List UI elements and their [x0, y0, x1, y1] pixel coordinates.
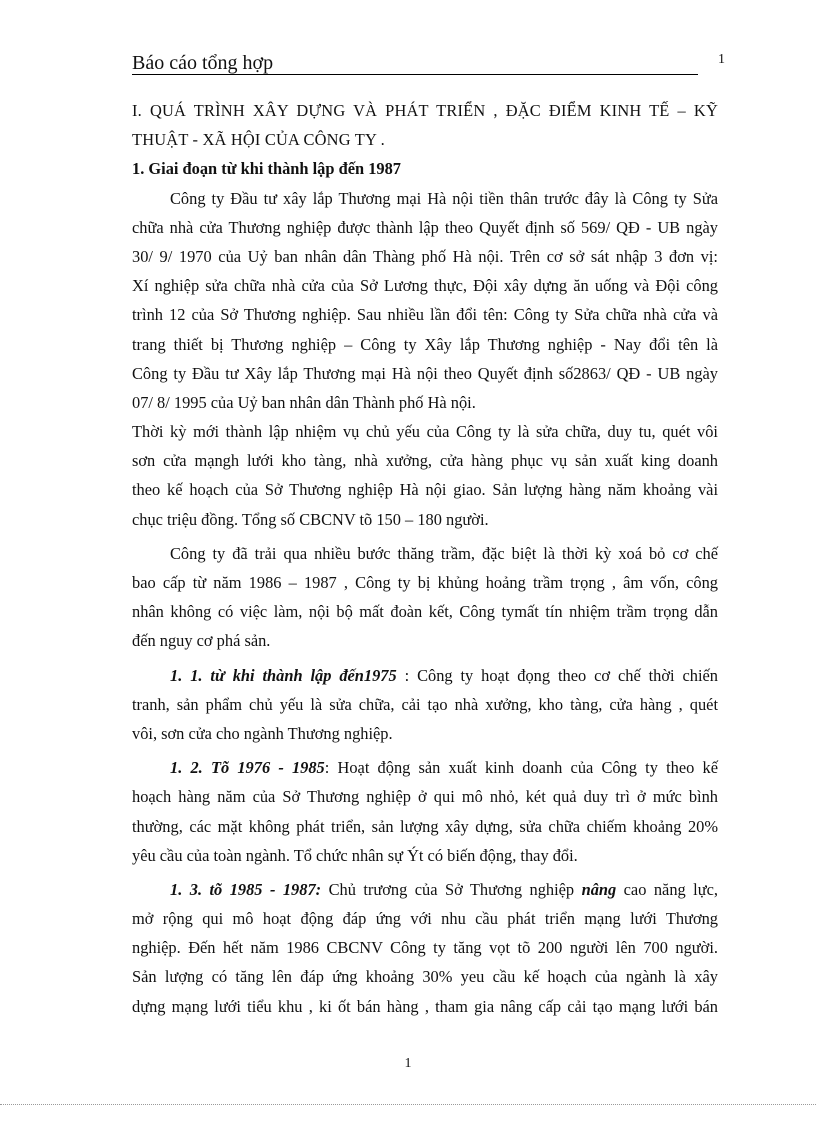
- subsection-lead: : Công ty hoạt đọng theo cơ chế thời chiến: [396, 665, 718, 685]
- text-line: nghiệp. Đến hết năm 1986 CBCNV Công ty tăng vọt tõ 200 người lên 700 người.: [132, 938, 718, 958]
- text-line: trang thiết bị Thương nghiệp – Công ty Xây lắp Thương nghiệp - Nay đổi tên là: [132, 334, 718, 354]
- subsection-label: 1. 3. tõ 1985 - 1987:: [170, 879, 322, 899]
- text-line: Công ty Đầu tư xây lắp Thương mại Hà nội tiền thân trước đây là Công ty Sửa: [170, 188, 718, 208]
- header-page-number: 1: [718, 52, 725, 67]
- text-line: tranh, sản phẩm chủ yếu là sửa chữa, cải tạo nhà xưởng, kho tàng, cửa hàng , quét: [132, 694, 718, 714]
- text-line: Công ty Đầu tư Xây lắp Thương mại Hà nội theo Quyết định số2863/ QĐ - UB ngày: [132, 363, 718, 383]
- subsection-1-3: [132, 875, 718, 1021]
- text-line: chục triệu đồng. Tổng số CBCNV tõ 150 – 180 người.: [132, 509, 489, 529]
- page-bottom-divider: [0, 1104, 816, 1105]
- subsection-1-2: [132, 753, 718, 870]
- text-line: hoạch hàng năm của Sở Thương nghiệp ở qui mô nhỏ, két quả duy trì ở mức bình: [132, 787, 718, 807]
- page-header: [132, 52, 698, 75]
- text-line: Công ty đã trải qua nhiều bước thăng trầm, đặc biệt là thời kỳ xoá bỏ cơ chế: [170, 543, 718, 563]
- paragraph: [132, 539, 718, 656]
- section-title: 1. Giai đoạn từ khi thành lập đến 1987: [132, 159, 401, 179]
- heading-line: THUẬT - XÃ HỘI CỦA CÔNG TY .: [132, 130, 385, 150]
- text-line: Thời kỳ mới thành lập nhiệm vụ chủ yếu của Công ty là sửa chữa, duy tu, quét vôi: [132, 422, 718, 442]
- subsection-1-1: [132, 661, 718, 749]
- subsection-label: 1. 1. từ khi thành lập đến1975: [170, 665, 397, 685]
- document-body: [132, 96, 718, 1021]
- paragraph: [132, 184, 718, 418]
- text-line: [132, 753, 718, 782]
- footer-page-number: 1: [404, 1056, 412, 1071]
- heading-line: I. QUÁ TRÌNH XÂY DỰNG VÀ PHÁT TRIỂN , ĐẶC ĐIỂM KINH TẾ – KỸ: [132, 101, 718, 120]
- text-line: đến nguy cơ phá sản.: [132, 631, 271, 651]
- text-line: dựng mạng lưới tiểu khu , ki ốt bán hàng , tham gia nâng cấp cải tạo mạng lưới bán: [132, 996, 718, 1016]
- subsection-lead-end: cao năng lực,: [616, 879, 718, 899]
- subsection-lead: Chủ trương của Sở Thương nghiệp: [321, 879, 582, 899]
- text-line: nhân không có việc làm, nội bộ mất đoàn kết, Công tymất tín nhiệm trầm trọng dẫn: [132, 602, 718, 622]
- text-line: [132, 661, 718, 690]
- text-line: chữa nhà cửa Thương nghiệp được thành lập theo Quyết định số 569/ QĐ - UB ngày: [132, 217, 718, 237]
- text-line: thường, các mặt không phát triển, sản lượng xây dựng, sửa chữa chiếm khoảng 20%: [132, 816, 718, 836]
- text-line: Sản lượng có tăng lên đáp ứng khoảng 30% yeu cầu kế hoạch của ngành là xây: [132, 967, 718, 987]
- bold-word: nâng: [581, 879, 617, 899]
- text-line: mở rộng qui mô hoạt động đáp ứng với nhu cầu phát triển mạng lưới Thương: [132, 909, 718, 929]
- text-line: theo kế hoạch của Sở Thương nghiệp Hà nội giao. Sản lượng hàng năm khoảng vài: [132, 480, 718, 500]
- text-line: Xí nghiệp sửa chữa nhà cửa của Sở Lương thực, Đội xây dựng ăn uống và Đội công: [132, 276, 718, 296]
- paragraph: [132, 417, 718, 534]
- text-line: trình 12 của Sở Thương nghiệp. Sau nhiều lần đổi tên: Công ty Sửa chữa nhà cửa và: [132, 305, 718, 325]
- text-line: sơn cửa mạngh lưới kho tàng, nhà xưởng, cửa hàng phục vụ sản xuất king doanh: [132, 451, 718, 471]
- text-line: 07/ 8/ 1995 của Uỷ ban nhân dân Thành phố Hà nội.: [132, 392, 476, 412]
- subsection-lead: : Hoạt động sản xuất kinh doanh của Công ty theo kế: [324, 758, 718, 778]
- text-line: bao cấp từ năm 1986 – 1987 , Công ty bị khủng hoảng trầm trọng , âm vốn, công: [132, 573, 718, 592]
- text-line: [132, 875, 718, 904]
- text-line: 30/ 9/ 1970 của Uỷ ban nhân dân Thàng phố Hà nội. Trên cơ sở sát nhập 3 đơn vị:: [132, 246, 718, 266]
- subsection-label: 1. 2. Tõ 1976 - 1985: [170, 758, 325, 778]
- text-line: vôi, sơn cửa cho ngành Thương nghiệp.: [132, 723, 393, 743]
- header-title: Báo cáo tổng hợp: [132, 52, 274, 74]
- text-line: yêu cầu của toàn ngành. Tổ chức nhân sự Ýt có biến động, thay đổi.: [132, 845, 578, 865]
